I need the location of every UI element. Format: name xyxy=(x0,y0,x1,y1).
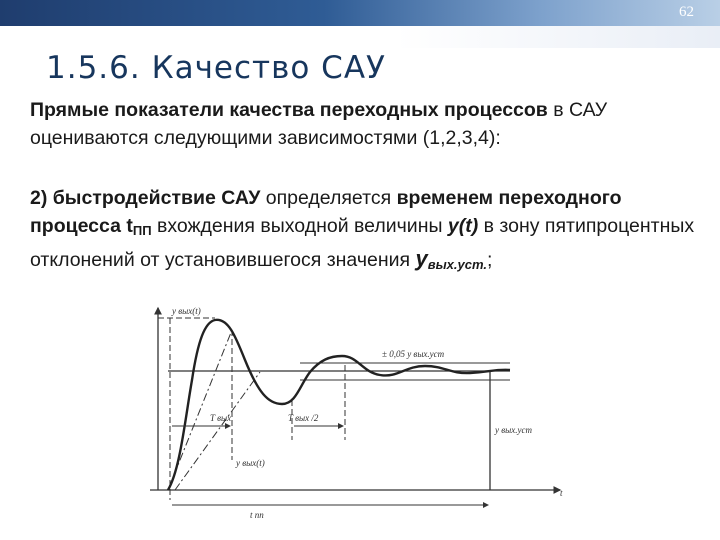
paragraph1-bold: Прямые показатели качества переходных процессов xyxy=(30,99,548,121)
label-ymax: y вых(t) xyxy=(172,306,201,316)
paragraph2-b1: временем переходного процесса t xyxy=(30,187,622,237)
label-yvhod: y вых(t) xyxy=(236,458,265,468)
paragraph2-sub2: вых.уст. xyxy=(427,257,487,272)
label-tpp: t пп xyxy=(250,510,264,520)
paragraph2-t2: вхождения выходной величины xyxy=(151,215,448,237)
response-curve xyxy=(168,320,510,490)
label-band: ± 0,05 y вых.уст xyxy=(382,349,445,359)
paragraph2-t1: определяется xyxy=(260,187,397,209)
page-number: 62 xyxy=(679,4,694,20)
paragraph2-sub1: ПП xyxy=(132,223,152,238)
label-ysteady: y вых.уст xyxy=(495,425,532,435)
dashdot-2 xyxy=(175,372,260,490)
paragraph2-b3: y xyxy=(415,246,428,271)
paragraph2-t3: в зону пятипроцентных отклонений от установившегося значения xyxy=(30,215,695,271)
paragraph2-t4: ; xyxy=(486,249,493,271)
label-tosc: T вых /2 xyxy=(288,413,319,423)
paragraph1-text: в САУ оцениваются следующими зависимостями (1,2,3,4): xyxy=(30,99,608,149)
paragraph2-b2: y(t) xyxy=(447,215,479,237)
slide-title: 1.5.6. Качество САУ xyxy=(46,50,386,86)
paragraph2-lead: 2) быстродействие САУ xyxy=(30,187,261,209)
label-t: t xyxy=(560,488,563,498)
label-tmax: T вых xyxy=(210,413,232,423)
